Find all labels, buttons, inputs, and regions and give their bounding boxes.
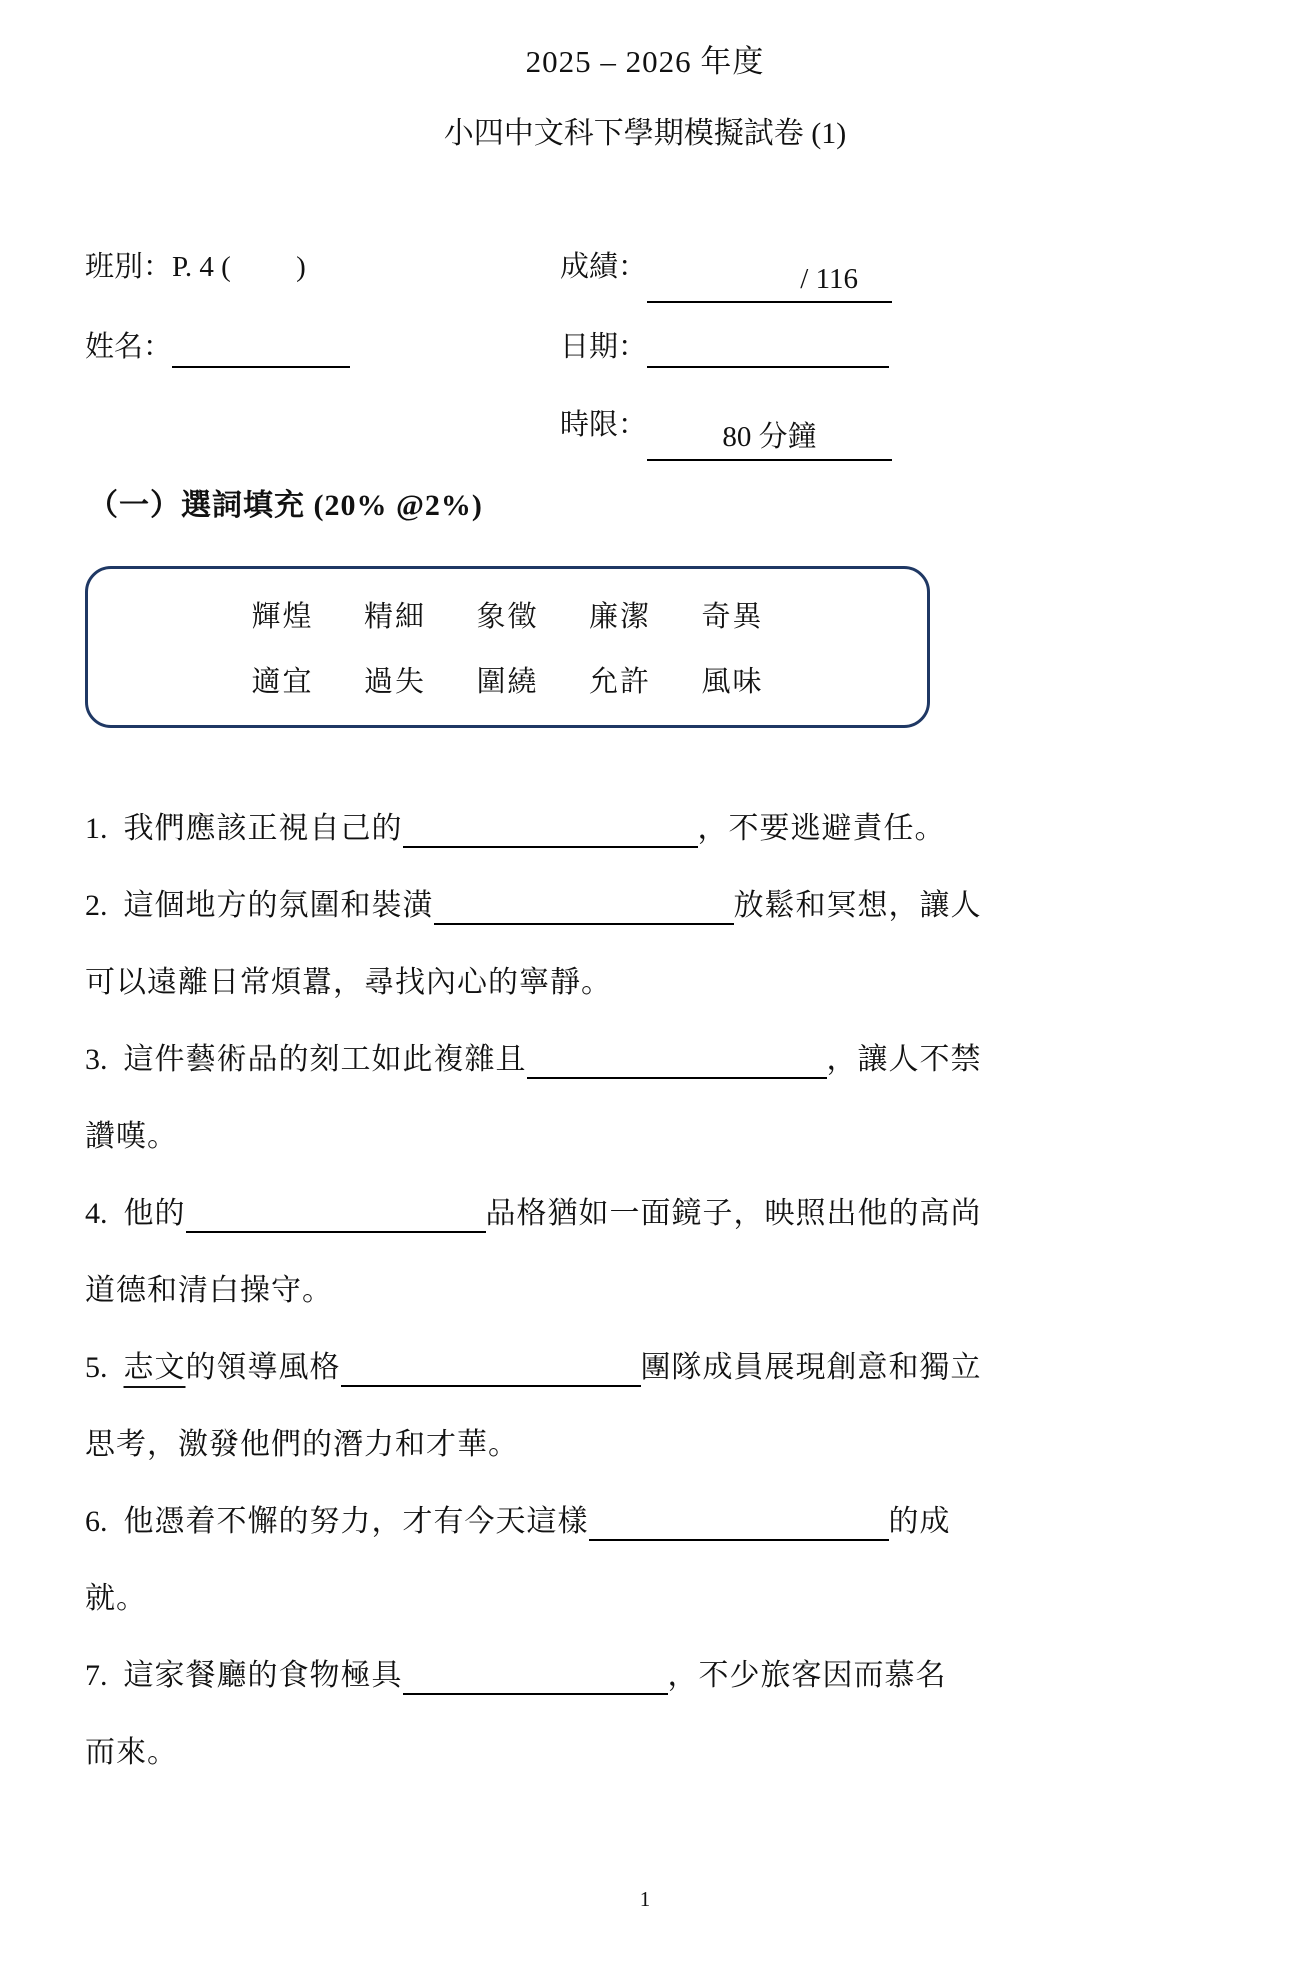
name-line bbox=[172, 324, 350, 368]
fill-in-blank bbox=[589, 1509, 889, 1541]
fill-in-blank bbox=[434, 893, 734, 925]
time-line bbox=[647, 417, 892, 461]
question-text: 讚嘆。 bbox=[85, 1120, 178, 1153]
question-text: 思考，激發他們的潛力和才華。 bbox=[85, 1428, 519, 1461]
date-line bbox=[647, 324, 889, 368]
question-item bbox=[85, 1637, 1220, 1791]
class-value: P. 4 ( ) bbox=[172, 251, 306, 283]
question-text: 他的 bbox=[123, 1197, 186, 1230]
question-text: 這家餐廳的食物極具 bbox=[123, 1659, 403, 1692]
question-item bbox=[85, 1329, 1220, 1483]
section-heading: （一）選詞填充 (20% @2%) bbox=[88, 489, 483, 522]
question-number: 7. bbox=[85, 1659, 108, 1692]
fill-in-blank bbox=[403, 816, 698, 848]
question-number: 2. bbox=[85, 889, 108, 922]
question-number: 5. bbox=[85, 1351, 108, 1384]
question-item bbox=[85, 867, 1220, 1021]
question-number: 4. bbox=[85, 1197, 108, 1230]
question-number: 6. bbox=[85, 1505, 108, 1538]
question-text: 道德和清白操守。 bbox=[85, 1274, 333, 1307]
page-subtitle: 小四中文科下學期模擬試卷 (1) bbox=[443, 117, 847, 150]
class-label: 班別： bbox=[85, 251, 173, 283]
question-text: ，讓人不禁 bbox=[826, 1043, 982, 1076]
header-row-3 bbox=[85, 402, 1250, 462]
date-label: 日期： bbox=[560, 331, 648, 363]
question-text: 的領導風格 bbox=[185, 1351, 341, 1384]
name-label: 姓名： bbox=[85, 331, 173, 363]
question-text: 我們應該正視自己的 bbox=[123, 812, 403, 845]
date-field bbox=[560, 324, 889, 368]
question-text: 這件藝術品的刻工如此複雜且 bbox=[123, 1043, 527, 1076]
page-title: 2025 – 2026 年度 bbox=[525, 44, 765, 79]
name-field bbox=[85, 324, 350, 368]
score-label: 成績： bbox=[560, 251, 648, 283]
question-text: 他憑着不懈的努力，才有今天這樣 bbox=[123, 1505, 589, 1538]
fill-in-blank bbox=[403, 1663, 668, 1695]
question-text: 團隊成員展現創意和獨立 bbox=[640, 1351, 982, 1384]
question-text: ，不少旅客因而慕名 bbox=[667, 1659, 947, 1692]
score-line bbox=[647, 259, 892, 303]
question-item bbox=[85, 1021, 1220, 1175]
underlined-name: 志文 bbox=[123, 1351, 186, 1384]
time-label: 時限： bbox=[560, 409, 648, 441]
word-bank-box bbox=[85, 566, 930, 728]
question-number: 3. bbox=[85, 1043, 108, 1076]
fill-in-blank bbox=[341, 1355, 641, 1387]
fill-in-blank bbox=[186, 1201, 486, 1233]
word-bank-row-2: 適宜 過失 圍繞 允許 風味 bbox=[251, 666, 764, 699]
question-text: 品格猶如一面鏡子，映照出他的高尚 bbox=[485, 1197, 982, 1230]
fill-in-blank bbox=[527, 1047, 827, 1079]
question-item bbox=[85, 790, 1220, 867]
score-total: / 116 bbox=[800, 263, 859, 295]
question-text: ，不要逃避責任。 bbox=[697, 812, 946, 845]
question-item bbox=[85, 1483, 1220, 1637]
header-row-1 bbox=[85, 244, 1250, 304]
time-value: 80 分鐘 bbox=[722, 421, 817, 453]
class-field bbox=[85, 244, 306, 285]
time-field bbox=[560, 402, 892, 461]
word-bank-row-1: 輝煌 精細 象徵 廉潔 奇異 bbox=[251, 600, 764, 633]
page-number: 1 bbox=[639, 1887, 651, 1911]
score-field bbox=[560, 244, 892, 303]
questions bbox=[85, 790, 1220, 1791]
question-text: 的成 bbox=[888, 1505, 951, 1538]
question-number: 1. bbox=[85, 812, 108, 845]
question-text: 而來。 bbox=[85, 1736, 178, 1769]
question-text: 放鬆和冥想，讓人 bbox=[733, 889, 982, 922]
question-text: 可以遠離日常煩囂，尋找內心的寧靜。 bbox=[85, 966, 612, 999]
header-row-2 bbox=[85, 324, 1250, 384]
question-item bbox=[85, 1175, 1220, 1329]
question-text: 這個地方的氛圍和裝潢 bbox=[123, 889, 434, 922]
question-text: 就。 bbox=[85, 1582, 147, 1615]
